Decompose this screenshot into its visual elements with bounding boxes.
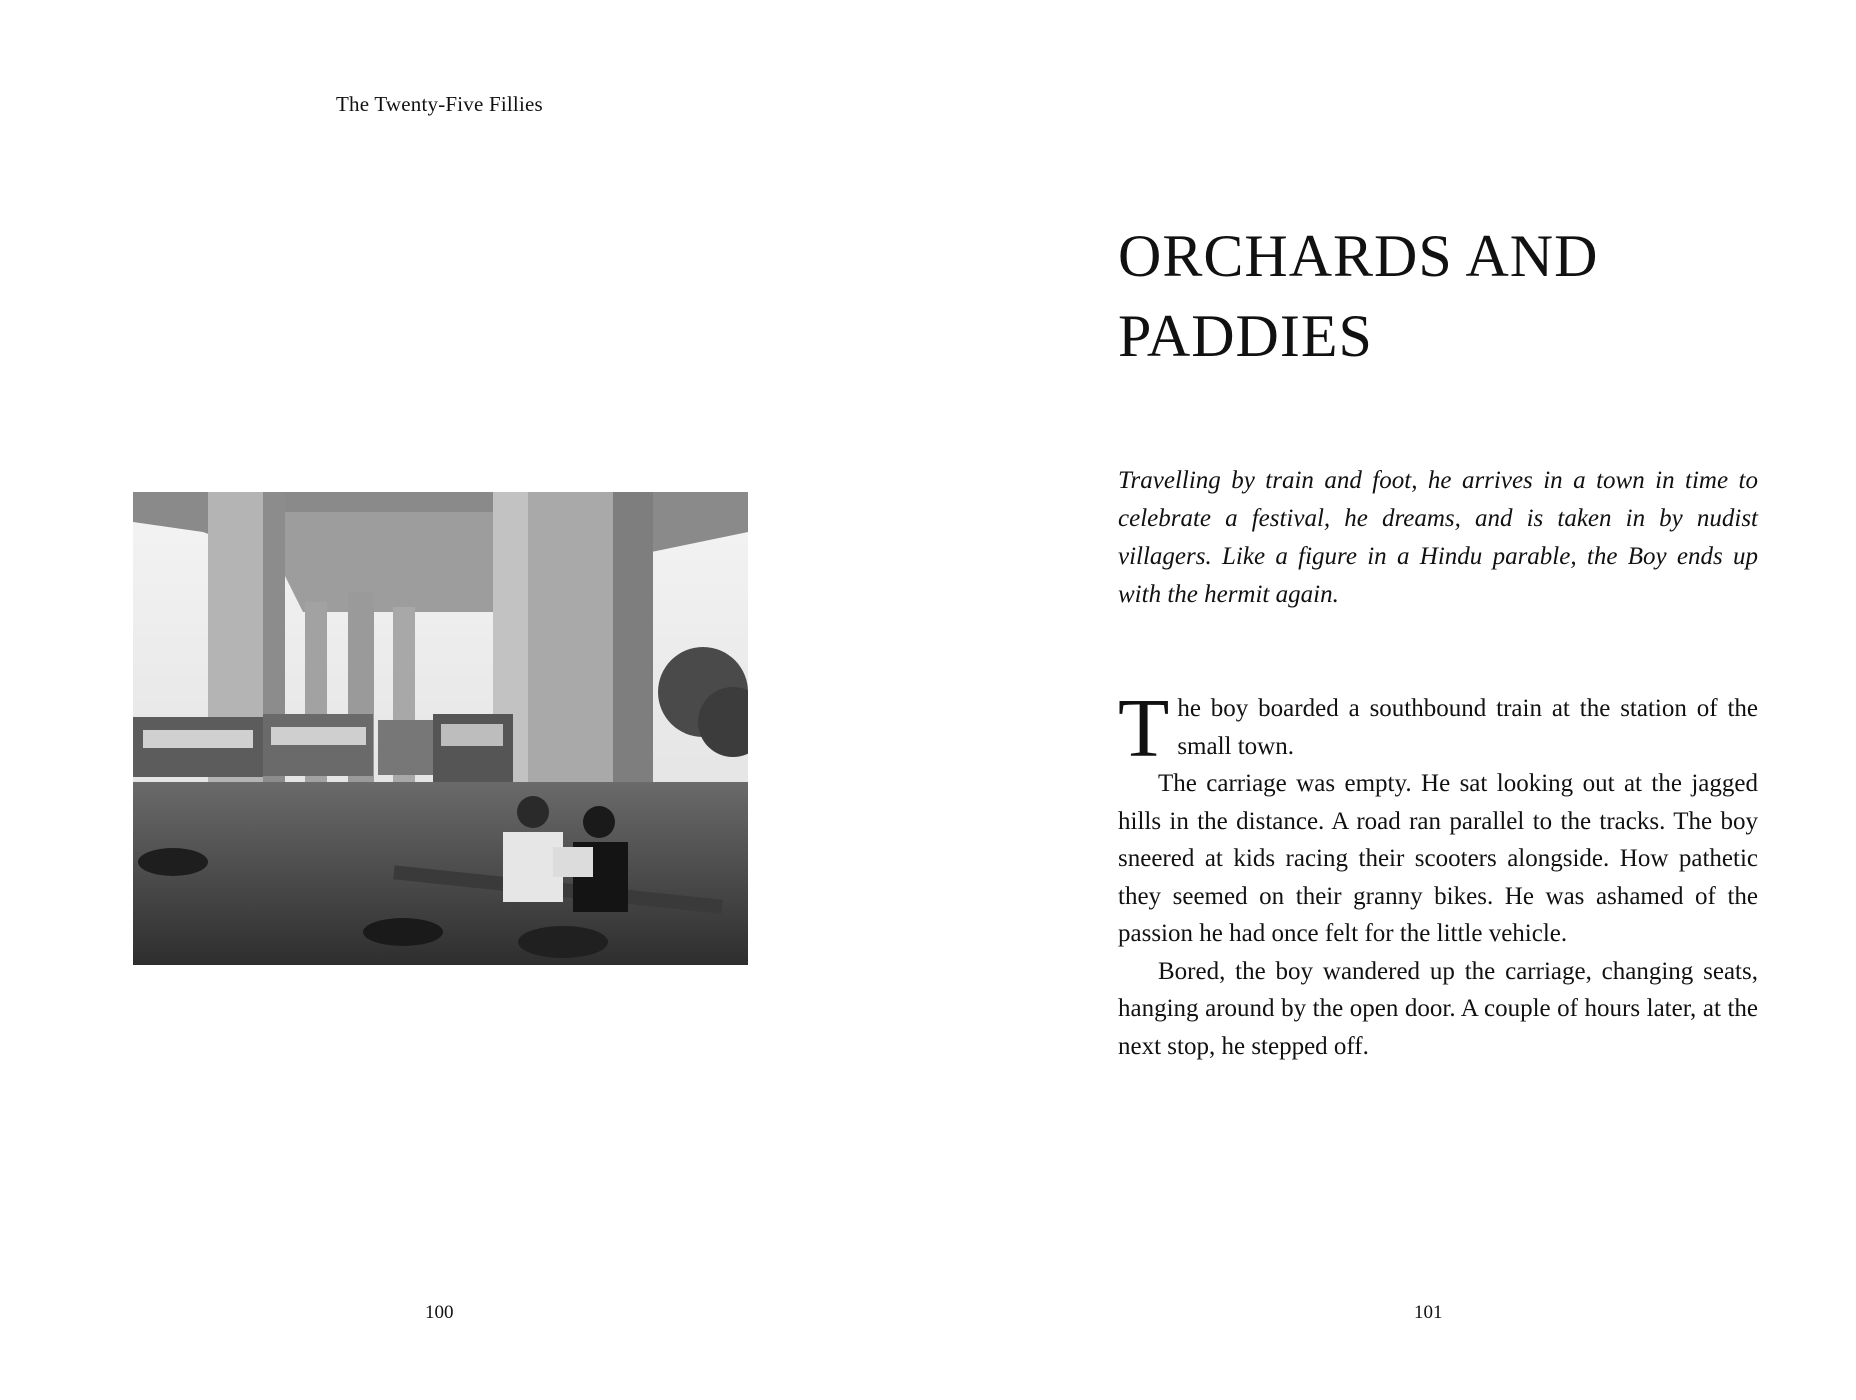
right-page: [928, 0, 1856, 1400]
photograph-overpass: [133, 492, 748, 965]
paragraph-3: Bored, the boy wandered up the carriage, changing seats, hanging around by the open door. A couple of hours later, at the next stop, he stepped off.: [1118, 957, 1758, 1060]
page-number-left: 100: [425, 1302, 454, 1323]
page-number-right: 101: [1414, 1302, 1443, 1323]
chapter-title: ORCHARDS AND PADDIES: [1118, 223, 1599, 369]
drop-cap: T: [1118, 682, 1170, 775]
running-head: The Twenty-Five Fillies: [336, 92, 543, 116]
chapter-summary: Travelling by train and foot, he arrives in a town in time to celebrate a festival, he dreams, and is taken in by nudist villagers. Like a figure in a Hindu parable, the Boy ends up with the hermit again.: [1118, 467, 1758, 608]
paragraph-1: [1118, 682, 1758, 775]
paragraph-text: he boy boarded a southbound train at the station of the small town.: [1177, 695, 1758, 760]
paragraph-2: The carriage was empty. He sat looking out at the jagged hills in the distance. A road ran parallel to the tracks. The boy sneered at kids racing their scooters alongside. How pathetic they seemed on their granny bikes. He was ashamed of the passion he had once felt for the little vehicle.: [1118, 770, 1758, 947]
body-text: [1118, 682, 1758, 1065]
